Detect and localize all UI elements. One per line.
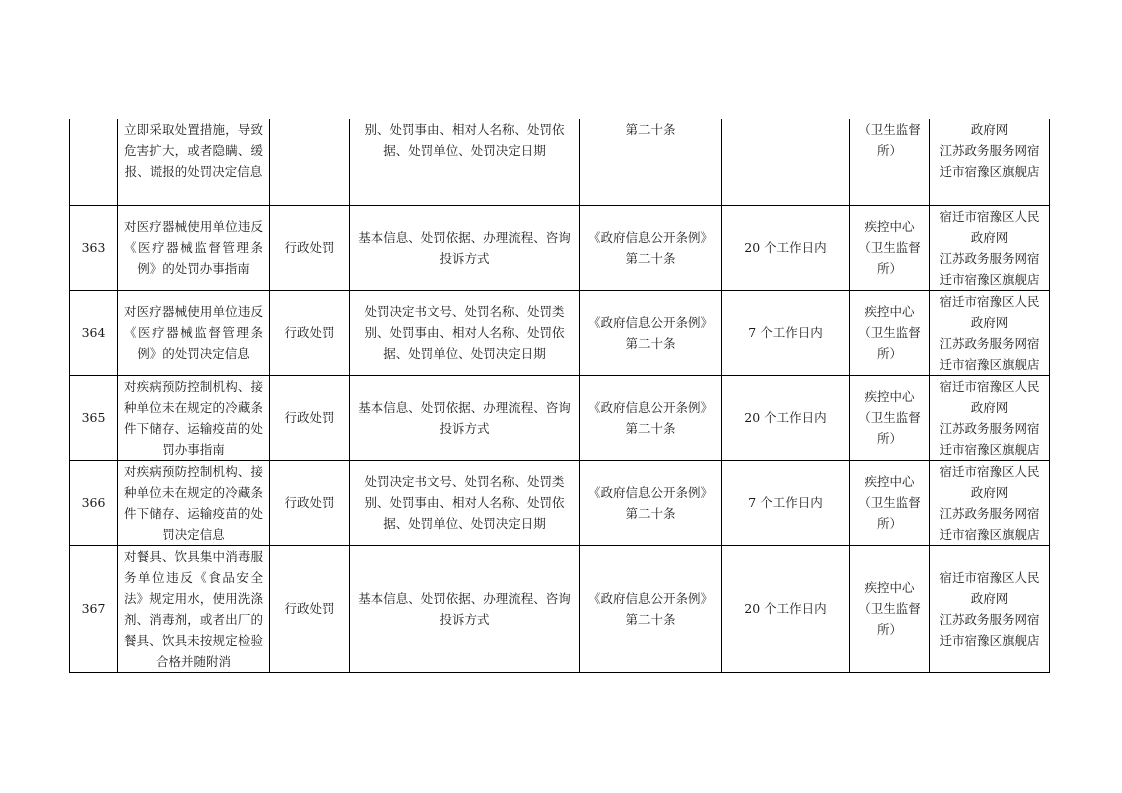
channel-line-1: 宿迁市宿豫区人民政府网 — [939, 569, 1040, 606]
cell-time: 20 个工作日内 — [722, 545, 850, 672]
cell-body — [850, 205, 930, 290]
channel-line-1: 宿迁市宿豫区人民政府网 — [939, 208, 1040, 245]
basis-line-2: 第二十条 — [625, 250, 676, 266]
disclosure-table — [69, 119, 1050, 673]
cell-content: 基本信息、处罚依据、办理流程、咨询投诉方式 — [350, 545, 580, 672]
basis-line-1: 《政府信息公开条例》 — [587, 484, 713, 500]
basis-line-1: 《政府信息公开条例》 — [587, 399, 713, 415]
channel-line-1: 宿迁市宿豫区人民政府网 — [939, 463, 1040, 500]
table-row — [70, 375, 1050, 460]
channel-line-2: 江苏政务服务网宿迁市宿豫区旗舰店 — [939, 420, 1040, 457]
cell-channel — [930, 375, 1050, 460]
table-row — [70, 545, 1050, 672]
basis-line-2: 第二十条 — [625, 505, 676, 521]
cell-basis — [580, 375, 722, 460]
body-line-2: （卫生监督所） — [858, 410, 921, 446]
basis-line-1: 《政府信息公开条例》 — [587, 590, 713, 606]
cell-category: 行政处罚 — [270, 460, 350, 545]
channel-line-1: 宿迁市宿豫区人民政府网 — [939, 378, 1040, 415]
table-row-continued — [70, 119, 1050, 205]
cell-item: 对医疗器械使用单位违反《医疗器械监督管理条例》的处罚决定信息 — [118, 290, 270, 375]
cell-time — [722, 119, 850, 205]
table-row — [70, 290, 1050, 375]
body-line-2: （卫生监督所） — [858, 495, 921, 531]
table-row — [70, 205, 1050, 290]
cell-body — [850, 290, 930, 375]
basis-line-1: 《政府信息公开条例》 — [587, 229, 713, 245]
cell-content: 处罚决定书文号、处罚名称、处罚类别、处罚事由、相对人名称、处罚依据、处罚单位、处罚决定日期 — [350, 290, 580, 375]
cell-content: 别、处罚事由、相对人名称、处罚依据、处罚单位、处罚决定日期 — [350, 119, 580, 205]
cell-body — [850, 545, 930, 672]
cell-item: 对餐具、饮具集中消毒服务单位违反《食品安全法》规定用水，使用洗涤剂、消毒剂，或者出厂的餐具、饮具未按规定检验合格并随附消 — [118, 545, 270, 672]
cell-category — [270, 119, 350, 205]
channel-line-2: 江苏政务服务网宿迁市宿豫区旗舰店 — [939, 143, 1040, 179]
channel-line-1: 宿迁市宿豫区人民政府网 — [939, 293, 1040, 330]
basis-line-2: 第二十条 — [625, 420, 676, 436]
cell-basis — [580, 290, 722, 375]
cell-item: 对疾病预防控制机构、接种单位未在规定的冷藏条件下储存、运输疫苗的处罚决定信息 — [118, 460, 270, 545]
cell-time: 20 个工作日内 — [722, 205, 850, 290]
cell-content: 基本信息、处罚依据、办理流程、咨询投诉方式 — [350, 205, 580, 290]
cell-time: 20 个工作日内 — [722, 375, 850, 460]
channel-line-2: 江苏政务服务网宿迁市宿豫区旗舰店 — [939, 335, 1040, 372]
cell-no — [70, 119, 118, 205]
table-row — [70, 460, 1050, 545]
body-line-2: （卫生监督所） — [858, 240, 921, 276]
cell-channel — [930, 460, 1050, 545]
cell-basis — [580, 460, 722, 545]
cell-content: 基本信息、处罚依据、办理流程、咨询投诉方式 — [350, 375, 580, 460]
body-line-2: （卫生监督所） — [858, 601, 921, 637]
basis-line-2: 第二十条 — [625, 611, 676, 627]
basis-line-1: 《政府信息公开条例》 — [587, 314, 713, 330]
cell-body — [850, 460, 930, 545]
cell-channel — [930, 290, 1050, 375]
cell-category: 行政处罚 — [270, 545, 350, 672]
cell-time: 7 个工作日内 — [722, 290, 850, 375]
cell-body: （卫生监督所） — [850, 119, 930, 205]
cell-basis — [580, 205, 722, 290]
body-line-1: 疾控中心 — [864, 219, 915, 234]
cell-channel — [930, 205, 1050, 290]
cell-basis — [580, 545, 722, 672]
channel-line-2: 江苏政务服务网宿迁市宿豫区旗舰店 — [939, 505, 1040, 542]
channel-line-2: 江苏政务服务网宿迁市宿豫区旗舰店 — [939, 611, 1040, 648]
cell-item: 立即采取处置措施，导致危害扩大，或者隐瞒、缓报、谎报的处罚决定信息 — [118, 119, 270, 205]
cell-basis: 第二十条 — [580, 119, 722, 205]
cell-channel — [930, 119, 1050, 205]
cell-category: 行政处罚 — [270, 290, 350, 375]
body-line-1: 疾控中心 — [864, 474, 915, 489]
cell-content: 处罚决定书文号、处罚名称、处罚类别、处罚事由、相对人名称、处罚依据、处罚单位、处罚决定日期 — [350, 460, 580, 545]
body-line-1: 疾控中心 — [864, 389, 915, 404]
cell-channel — [930, 545, 1050, 672]
cell-category: 行政处罚 — [270, 205, 350, 290]
cell-body — [850, 375, 930, 460]
channel-line-2: 江苏政务服务网宿迁市宿豫区旗舰店 — [939, 250, 1040, 287]
cell-time: 7 个工作日内 — [722, 460, 850, 545]
basis-line-2: 第二十条 — [625, 335, 676, 351]
cell-item: 对疾病预防控制机构、接种单位未在规定的冷藏条件下储存、运输疫苗的处罚办事指南 — [118, 375, 270, 460]
cell-category: 行政处罚 — [270, 375, 350, 460]
cell-no: 364 — [70, 290, 118, 375]
body-line-1: 疾控中心 — [864, 580, 915, 595]
body-line-1: 疾控中心 — [864, 304, 915, 319]
cell-item: 对医疗器械使用单位违反《医疗器械监督管理条例》的处罚办事指南 — [118, 205, 270, 290]
body-line-2: （卫生监督所） — [858, 325, 921, 361]
cell-no: 367 — [70, 545, 118, 672]
channel-line-1: 政府网 — [970, 122, 1009, 137]
cell-no: 363 — [70, 205, 118, 290]
cell-no: 366 — [70, 460, 118, 545]
cell-no: 365 — [70, 375, 118, 460]
